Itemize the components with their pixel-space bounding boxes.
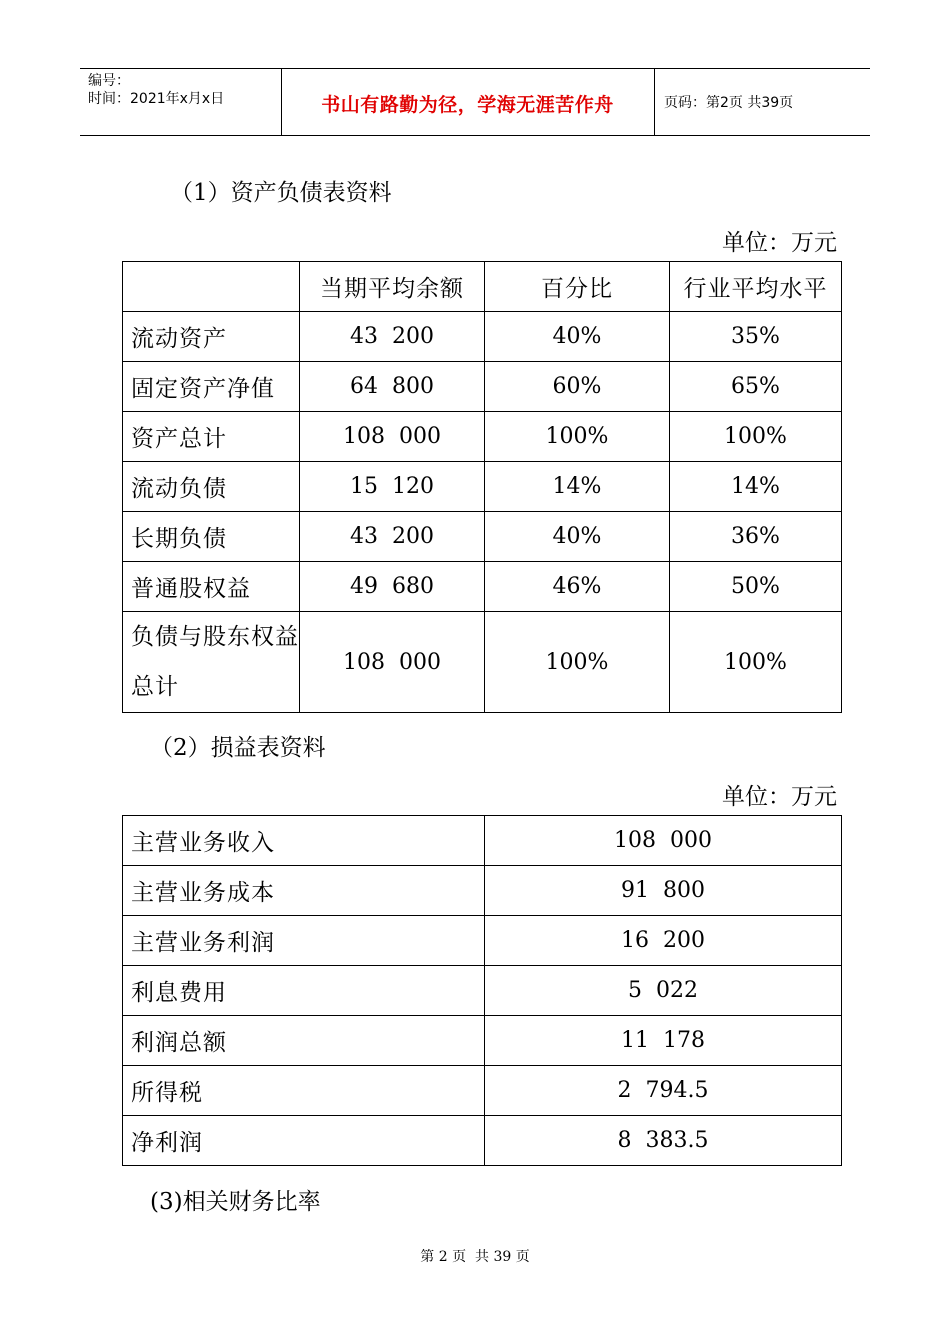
table-row bbox=[123, 462, 842, 512]
cell-industry: 65% bbox=[670, 362, 842, 412]
cell-value: 91 800 bbox=[485, 866, 842, 916]
cell-value: 16 200 bbox=[485, 916, 842, 966]
cell-value: 8 383.5 bbox=[485, 1116, 842, 1166]
table-row bbox=[123, 916, 842, 966]
header-bottom-rule bbox=[80, 135, 870, 136]
row-label: 固定资产净值 bbox=[123, 362, 300, 412]
cell-percent: 100% bbox=[485, 412, 670, 462]
row-label: 利息费用 bbox=[123, 966, 485, 1016]
table-row bbox=[123, 816, 842, 866]
cell-industry: 100% bbox=[670, 612, 842, 713]
row-label: 主营业务成本 bbox=[123, 866, 485, 916]
cell-industry: 50% bbox=[670, 562, 842, 612]
header-page-info: 页码：第2页 共39页 bbox=[664, 95, 794, 111]
cell-balance: 108 000 bbox=[300, 412, 485, 462]
cell-percent: 60% bbox=[485, 362, 670, 412]
row-label: 所得税 bbox=[123, 1066, 485, 1116]
cell-percent: 40% bbox=[485, 312, 670, 362]
table-row bbox=[123, 866, 842, 916]
cell-value: 108 000 bbox=[485, 816, 842, 866]
section1-title: （1）资产负债表资料 bbox=[170, 180, 392, 206]
header-motto: 书山有路勤为径，学海无涯苦作舟 bbox=[321, 94, 614, 116]
section2-unit: 单位：万元 bbox=[722, 784, 837, 810]
cell-percent: 46% bbox=[485, 562, 670, 612]
income-statement-table bbox=[122, 815, 842, 1166]
cell-industry: 100% bbox=[670, 412, 842, 462]
row-label: 流动负债 bbox=[123, 462, 300, 512]
cell-value: 5 022 bbox=[485, 966, 842, 1016]
page-footer: 第 2 页 共 39 页 bbox=[420, 1249, 530, 1265]
row-label: 长期负债 bbox=[123, 512, 300, 562]
row-label: 主营业务收入 bbox=[123, 816, 485, 866]
cell-industry: 36% bbox=[670, 512, 842, 562]
column-header bbox=[123, 262, 300, 312]
section1-unit: 单位：万元 bbox=[722, 230, 837, 256]
cell-industry: 14% bbox=[670, 462, 842, 512]
table-row bbox=[123, 1016, 842, 1066]
column-header: 当期平均余额 bbox=[300, 262, 485, 312]
table-row bbox=[123, 966, 842, 1016]
cell-balance: 15 120 bbox=[300, 462, 485, 512]
cell-percent: 100% bbox=[485, 612, 670, 713]
header-top-rule bbox=[80, 68, 870, 69]
column-header: 行业平均水平 bbox=[670, 262, 842, 312]
table-row bbox=[123, 412, 842, 462]
header-number-label: 编号： bbox=[88, 73, 130, 89]
header-divider-right bbox=[654, 68, 655, 135]
table-row bbox=[123, 1066, 842, 1116]
row-label: 净利润 bbox=[123, 1116, 485, 1166]
cell-balance: 49 680 bbox=[300, 562, 485, 612]
row-label: 主营业务利润 bbox=[123, 916, 485, 966]
section2-title: （2）损益表资料 bbox=[150, 735, 326, 761]
cell-balance: 64 800 bbox=[300, 362, 485, 412]
table-row bbox=[123, 512, 842, 562]
row-label: 负债与股东权益总计 bbox=[123, 612, 300, 713]
cell-value: 2 794.5 bbox=[485, 1066, 842, 1116]
table-row bbox=[123, 362, 842, 412]
row-label: 流动资产 bbox=[123, 312, 300, 362]
table-row bbox=[123, 562, 842, 612]
row-label: 普通股权益 bbox=[123, 562, 300, 612]
table-header-row bbox=[123, 262, 842, 312]
row-label: 利润总额 bbox=[123, 1016, 485, 1066]
cell-percent: 40% bbox=[485, 512, 670, 562]
table-row bbox=[123, 1116, 842, 1166]
balance-sheet-table bbox=[122, 261, 842, 713]
cell-value: 11 178 bbox=[485, 1016, 842, 1066]
row-label: 资产总计 bbox=[123, 412, 300, 462]
cell-industry: 35% bbox=[670, 312, 842, 362]
column-header: 百分比 bbox=[485, 262, 670, 312]
cell-balance: 108 000 bbox=[300, 612, 485, 713]
table-row bbox=[123, 612, 842, 713]
section3-title: (3)相关财务比率 bbox=[150, 1189, 321, 1215]
cell-balance: 43 200 bbox=[300, 512, 485, 562]
table-row bbox=[123, 312, 842, 362]
cell-balance: 43 200 bbox=[300, 312, 485, 362]
cell-percent: 14% bbox=[485, 462, 670, 512]
header-time-label: 时间：2021年x月x日 bbox=[88, 91, 225, 107]
